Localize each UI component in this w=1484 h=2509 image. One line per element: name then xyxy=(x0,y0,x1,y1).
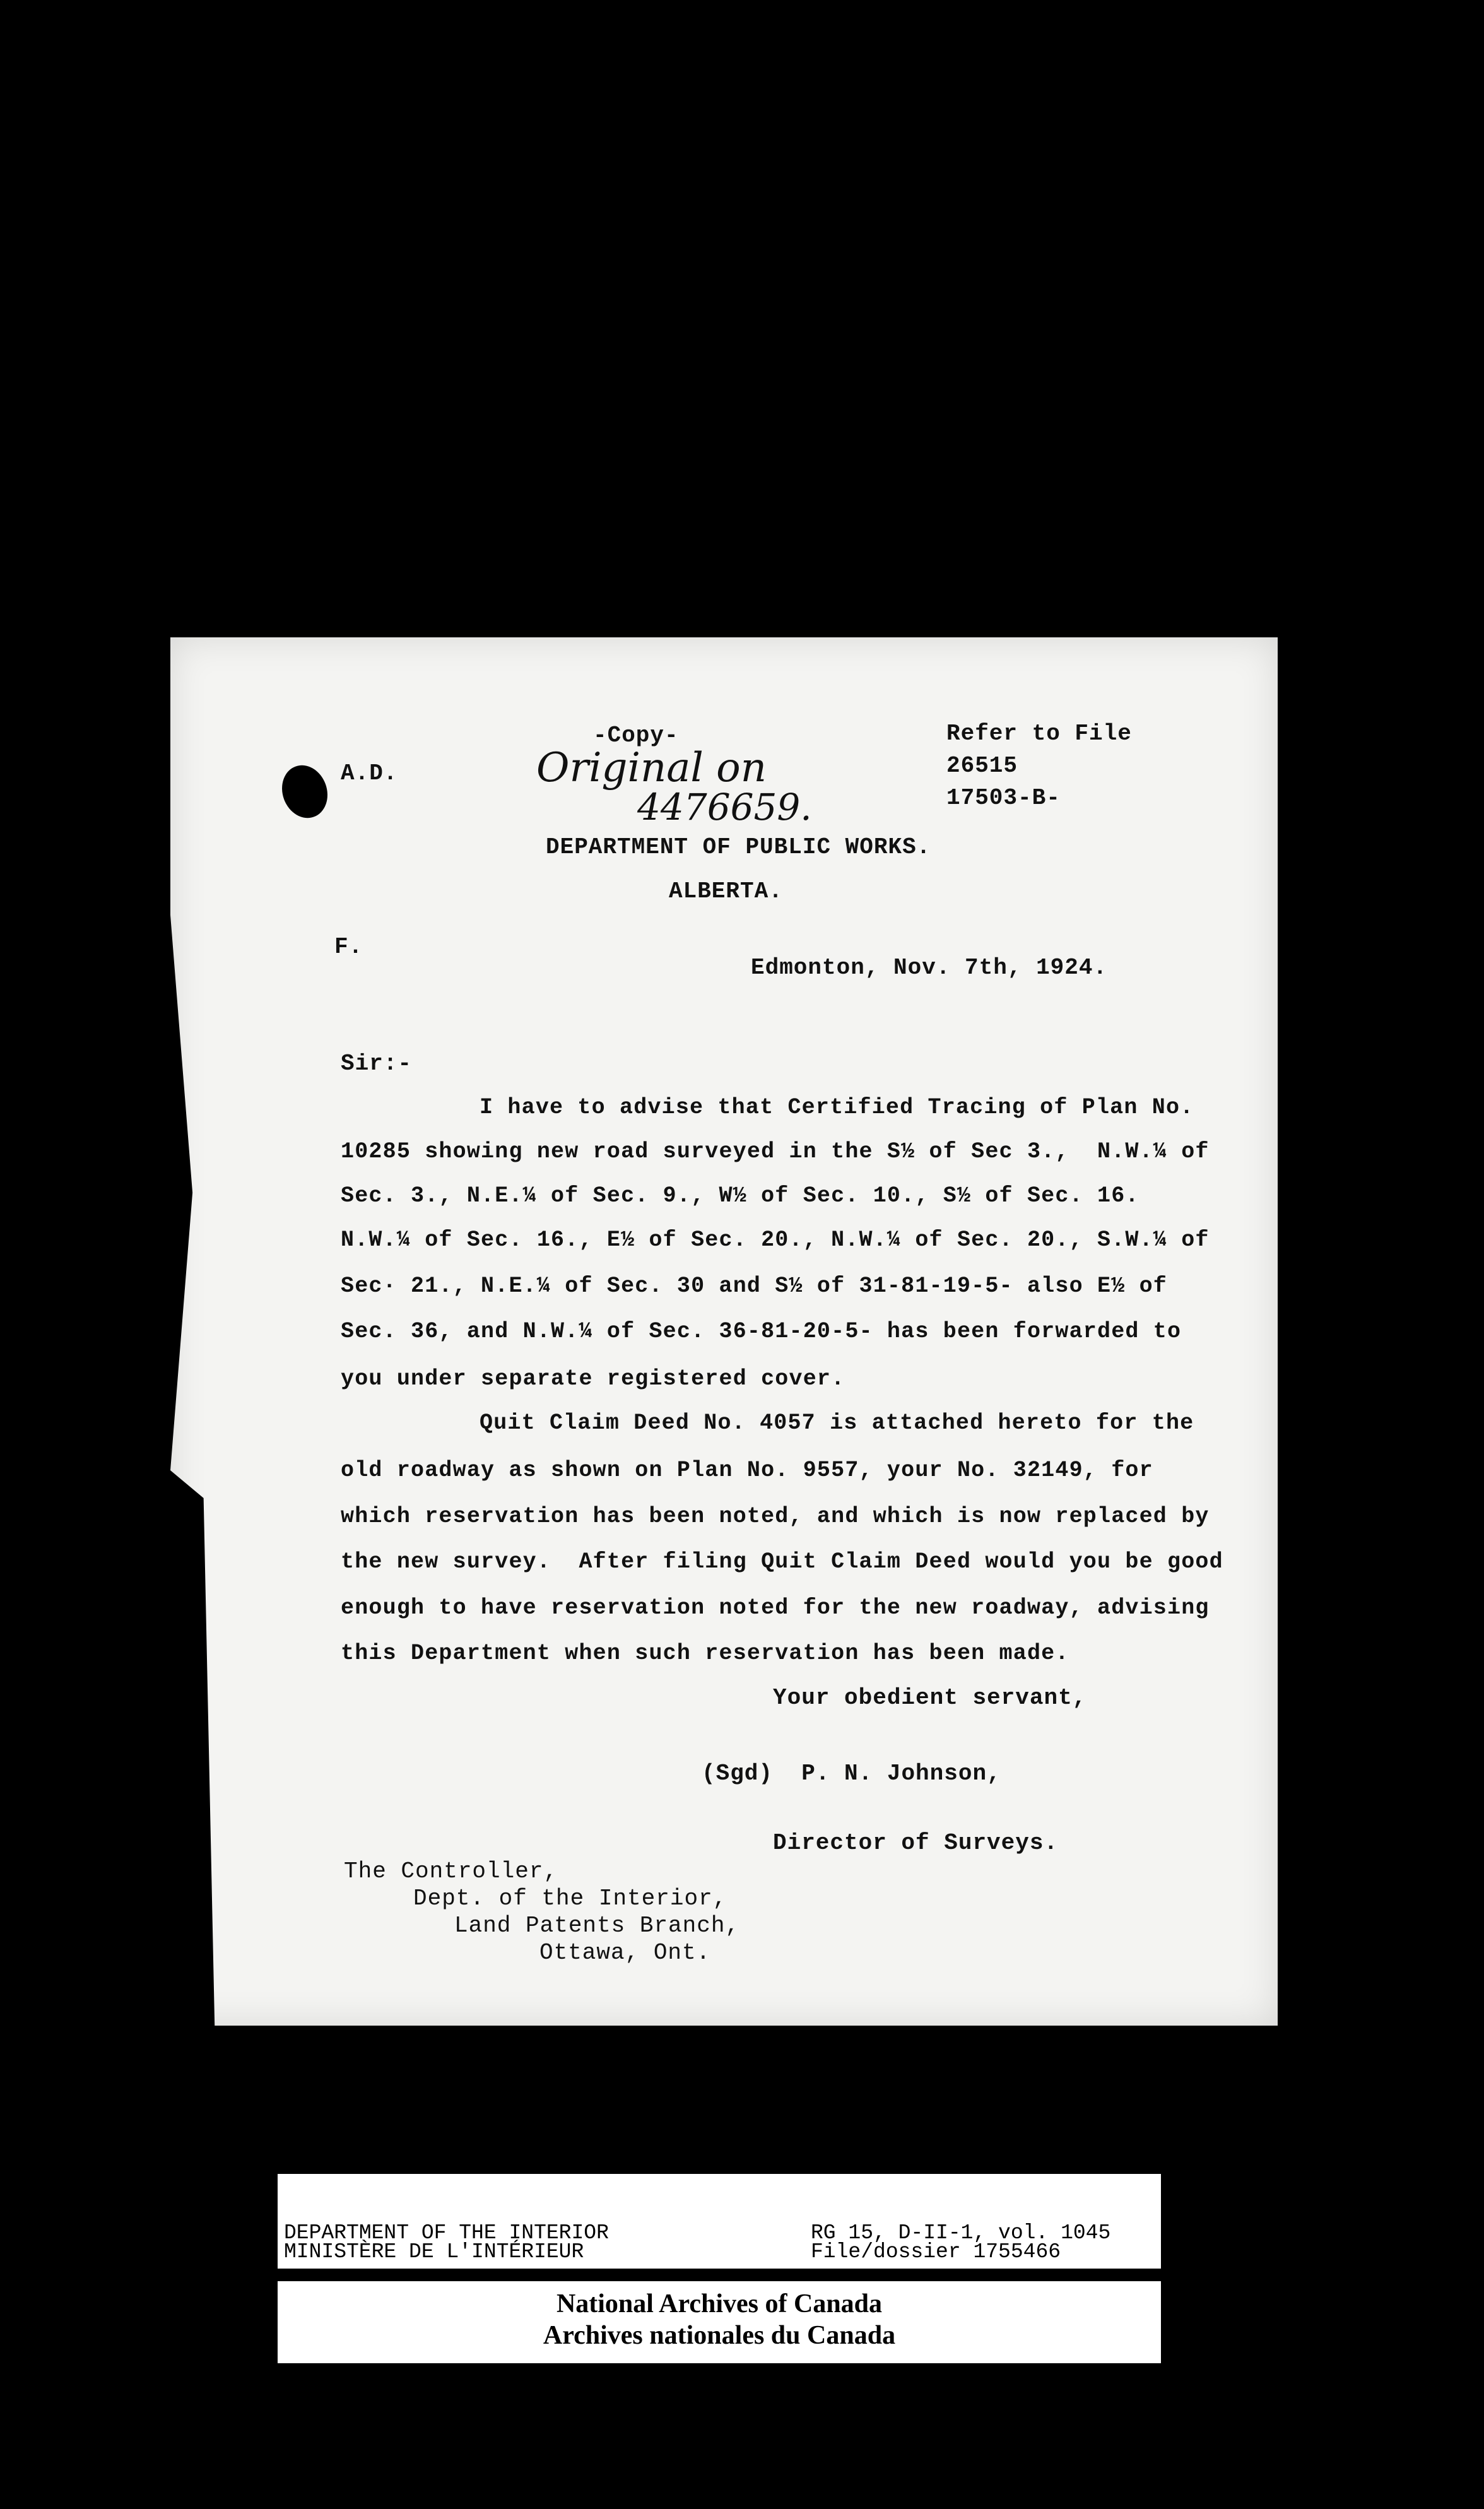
body-line: Quit Claim Deed No. 4057 is attached hereto for the xyxy=(480,1410,1194,1436)
archive-name-label xyxy=(278,2281,1161,2363)
body-line: the new survey. After filing Quit Claim Deed would you be good xyxy=(341,1549,1223,1574)
department-en: DEPARTMENT OF THE INTERIOR xyxy=(284,2221,609,2245)
archive-name-en: National Archives of Canada xyxy=(556,2289,883,2318)
refer-to-file: Refer to File xyxy=(946,721,1132,747)
archive-reference: RG 15, D-II-1, vol. 1045 xyxy=(811,2221,1111,2245)
body-line: you under separate registered cover. xyxy=(341,1366,845,1391)
copy-mark: -Copy- xyxy=(593,723,679,748)
signer-title: Director of Surveys. xyxy=(773,1830,1059,1856)
body-line: N.W.¼ of Sec. 16., E½ of Sec. 20., N.W.¼ of Sec. 20., S.W.¼ of xyxy=(341,1227,1210,1253)
department-fr: MINISTÈRE DE L'INTÉRIEUR xyxy=(284,2240,584,2264)
archive-name-fr: Archives nationales du Canada xyxy=(543,2321,896,2350)
body-line: which reservation has been noted, and which is now replaced by xyxy=(341,1504,1210,1529)
closing: Your obedient servant, xyxy=(773,1685,1087,1711)
file-number-1: 26515 xyxy=(946,753,1018,779)
handwritten-note-line2: 4476659. xyxy=(637,786,812,829)
addressee-line: Ottawa, Ont. xyxy=(539,1940,711,1966)
province-heading: ALBERTA. xyxy=(669,878,783,904)
body-line: Sec. 3., N.E.¼ of Sec. 9., W½ of Sec. 10., S½ of Sec. 16. xyxy=(341,1183,1140,1208)
body-line: Sec· 21., N.E.¼ of Sec. 30 and S½ of 31-81-19-5- also E½ of xyxy=(341,1273,1168,1299)
body-line: this Department when such reservation has been made. xyxy=(341,1641,1069,1666)
addressee-line: Land Patents Branch, xyxy=(454,1913,740,1939)
file-number-2: 17503-B- xyxy=(946,785,1061,811)
body-line: enough to have reservation noted for the new roadway, advising xyxy=(341,1595,1210,1621)
body-line: old roadway as shown on Plan No. 9557, your No. 32149, for xyxy=(341,1458,1153,1483)
body-line: 10285 showing new road surveyed in the S½ of Sec 3., N.W.¼ of xyxy=(341,1139,1210,1164)
salutation: Sir:- xyxy=(341,1051,413,1077)
signature: (Sgd) P. N. Johnson, xyxy=(702,1761,1001,1786)
letter-date: Edmonton, Nov. 7th, 1924. xyxy=(751,955,1108,981)
body-line: Sec. 36, and N.W.¼ of Sec. 36-81-20-5- has been forwarded to xyxy=(341,1319,1182,1344)
archive-file: File/dossier 1755466 xyxy=(811,2240,1061,2264)
initials: A.D. xyxy=(341,760,398,786)
body-line: I have to advise that Certified Tracing of Plan No. xyxy=(480,1095,1194,1120)
department-heading: DEPARTMENT OF PUBLIC WORKS. xyxy=(546,834,931,860)
archive-reference-label xyxy=(278,2174,1161,2269)
addressee-line: The Controller, xyxy=(344,1858,558,1884)
addressee-line: Dept. of the Interior, xyxy=(413,1886,727,1911)
handwritten-note-line1: Original on xyxy=(536,745,767,791)
marker: F. xyxy=(334,934,363,960)
